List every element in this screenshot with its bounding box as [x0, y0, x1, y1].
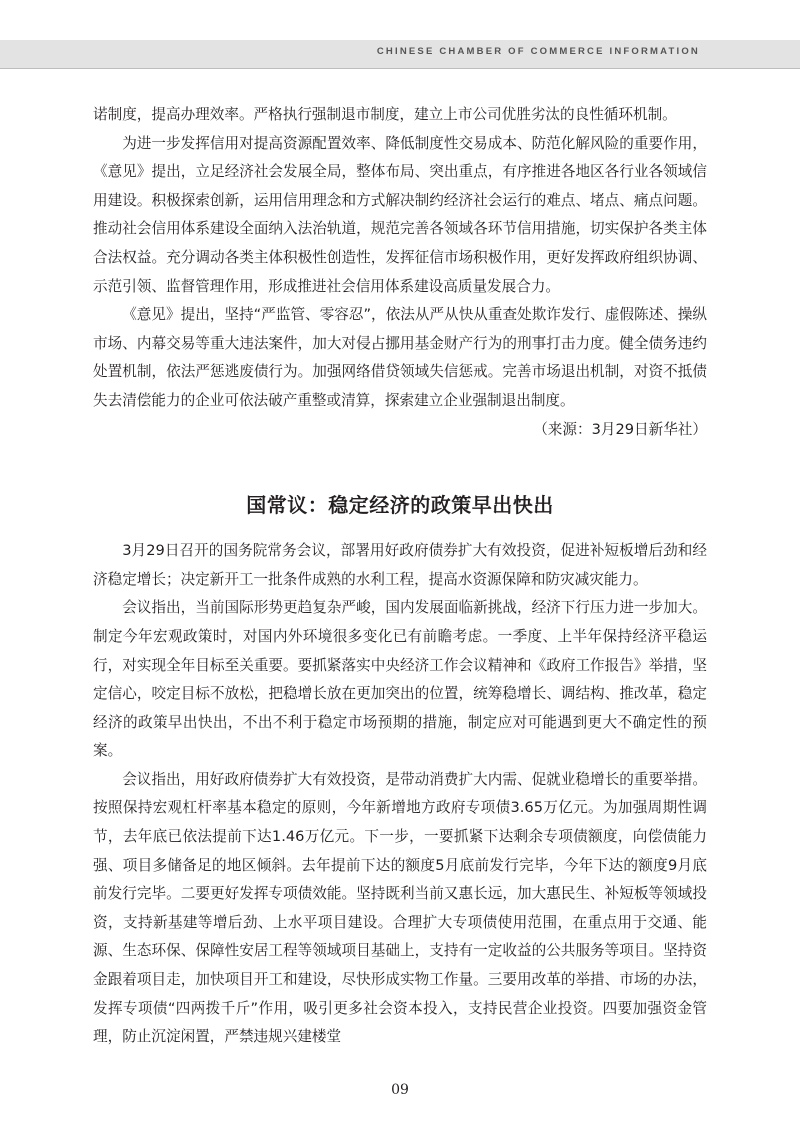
- article2-paragraph-1: 3月29日召开的国务院常务会议，部署用好政府债券扩大有效投资，促进补短板增后劲和经济稳定增长；决定新开工一批条件成熟的水利工程，提高水资源保障和防灾减灾能力。: [93, 542, 707, 588]
- page-number: 09: [391, 1082, 409, 1098]
- article1-paragraph-2: 为进一步发挥信用对提高资源配置效率、降低制度性交易成本、防范化解风险的重要作用，《意见》提出，立足经济社会发展全局，整体布局、突出重点，有序推进各地区各行业各领域信用建设。积极探索创新，运用信用理念和方式解决制约经济社会运行的难点、堵点、痛点问题。推动社会信用体系建设全面纳入法治轨道，规范完善各领域各环节信用措施，切实保护各类主体合法权益。充分调动各类主体积极性创造性，发挥征信市场积极作用，更好发挥政府组织协调、示范引领、监督管理作用，形成推进社会信用体系建设高质量发展合力。: [93, 134, 707, 295]
- page-content: [93, 101, 707, 1052]
- article1-paragraph-3: 《意见》提出，坚持“严监管、零容忍”，依法从严从快从重查处欺诈发行、虚假陈述、操纵市场、内幕交易等重大违法案件，加大对侵占挪用基金财产行为的刑事打击力度。健全债务违约处置机制，依法严惩逃废债行为。加强网络借贷领域失信惩戒。完善市场退出机制，对资不抵债失去清偿能力的企业可依法破产重整或清算，探索建立企业强制退出制度。: [93, 306, 707, 409]
- publication-header: CHINESE CHAMBER OF COMMERCE INFORMATION: [376, 46, 700, 57]
- article2-paragraph-2: 会议指出，当前国际形势更趋复杂严峻，国内发展面临新挑战，经济下行压力进一步加大。制定今年宏观政策时，对国内外环境很多变化已有前瞻考虑。一季度、上半年保持经济平稳运行，对实现全年目标至关重要。要抓紧落实中央经济工作会议精神和《政府工作报告》举措，坚定信心，咬定目标不放松，把稳增长放在更加突出的位置，统筹稳增长、调结构、推改革，稳定经济的政策早出快出，不出不利于稳定市场预期的措施，制定应对可能遇到更大不确定性的预案。: [93, 599, 707, 760]
- header-divider: [0, 68, 800, 69]
- article2-title: 国常议：稳定经济的政策早出快出: [246, 493, 554, 518]
- article1-source: （来源：3月29日新华社）: [533, 420, 707, 438]
- article1-paragraph-1: 诺制度，提高办理效率。严格执行强制退市制度，建立上市公司优胜劣汰的良性循环机制。: [93, 106, 677, 123]
- article2-paragraph-3: 会议指出，用好政府债券扩大有效投资，是带动消费扩大内需、促就业稳增长的重要举措。按照保持宏观杠杆率基本稳定的原则，今年新增地方政府专项债3.65万亿元。为加强周期性调节，去年底已依法提前下达1.46万亿元。下一步，一要抓紧下达剩余专项债额度，向偿债能力强、项目多储备足的地区倾斜。去年提前下达的额度5月底前发行完毕，今年下达的额度9月底前发行完毕。二要更好发挥专项债效能。坚持既利当前又惠长远，加大惠民生、补短板等领域投资，支持新基建等增后劲、上水平项目建设。合理扩大专项债使用范围，在重点用于交通、能源、生态环保、保障性安居工程等领域项目基础上，支持有一定收益的公共服务等项目。坚持资金跟着项目走，加快项目开工和建设，尽快形成实物工作量。三要用改革的举措、市场的办法，发挥专项债“四两拨千斤”作用，吸引更多社会资本投入，支持民营企业投资。四要加强资金管理，防止沉淀闲置，严禁违规兴建楼堂: [93, 770, 707, 1046]
